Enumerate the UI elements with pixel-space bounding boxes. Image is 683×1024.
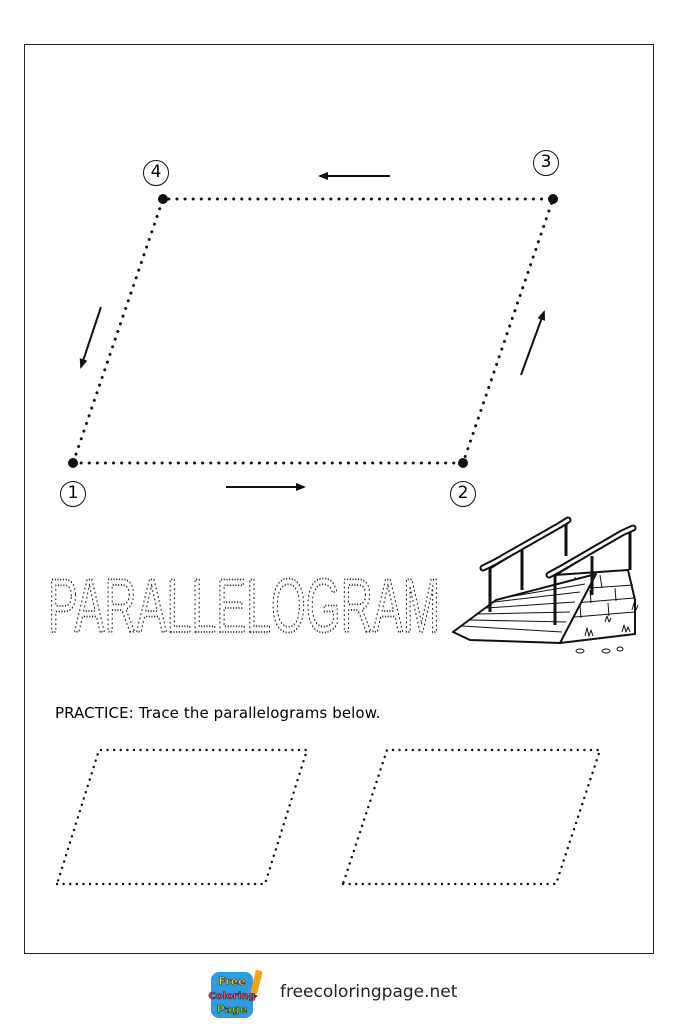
practice-text: Trace the parallelograms below. (138, 704, 381, 722)
main-parallelogram[interactable] (68, 194, 558, 468)
bridge-icon (453, 520, 638, 653)
vertex-dot-2 (458, 458, 468, 468)
arrow-up-icon (521, 312, 544, 375)
arrow-down-icon (81, 307, 101, 367)
site-logo-icon[interactable] (205, 968, 267, 1022)
logo-word-coloring: Coloring (208, 991, 256, 1002)
vertex-label-2: 2 (450, 481, 476, 507)
practice-label: PRACTICE: (55, 704, 134, 722)
practice-instruction (55, 704, 381, 722)
vertex-label-1: 1 (60, 481, 86, 507)
vertex-label-4: 4 (143, 160, 169, 186)
vertex-dot-1 (68, 458, 78, 468)
trace-word[interactable]: PARALLELOGRAM (48, 564, 440, 649)
vertex-dot-4 (158, 194, 168, 204)
logo-word-page: Page (216, 1003, 248, 1016)
site-url[interactable]: freecoloringpage.net (280, 982, 458, 1002)
vertex-label-3: 3 (533, 150, 559, 176)
logo-word-free: Free (218, 975, 246, 988)
footer (205, 968, 485, 1022)
practice-parallelogram-2[interactable] (343, 750, 600, 884)
vertex-dot-3 (548, 194, 558, 204)
practice-parallelogram-1[interactable] (57, 750, 307, 884)
